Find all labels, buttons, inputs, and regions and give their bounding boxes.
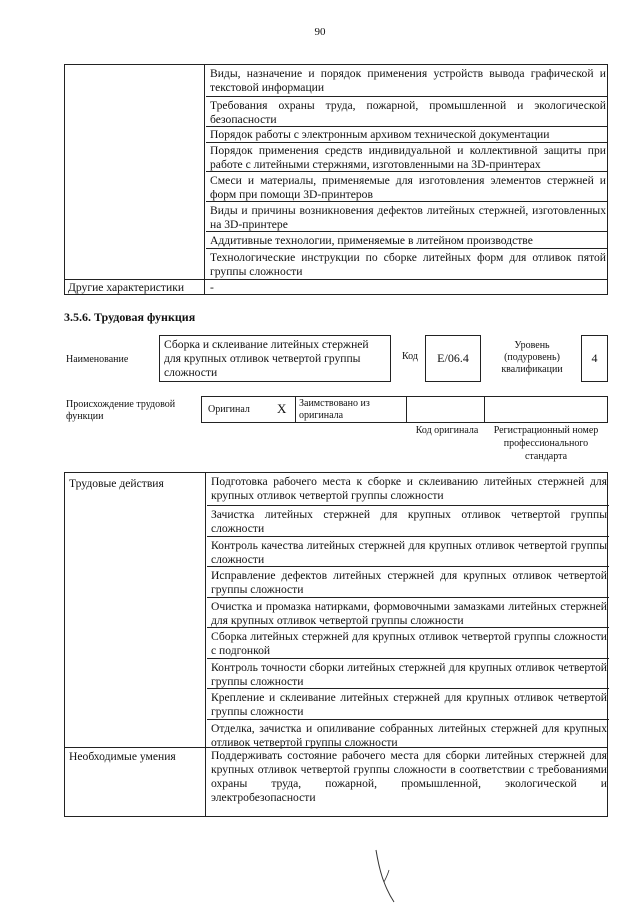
code-label: Код: [402, 351, 418, 362]
table-row: Отделка, зачистка и опиливание собранных литейных стержней для крупных отливок четвертой группы сложности: [207, 719, 609, 747]
table-row: Порядок работы с электронным архивом технической документации: [206, 126, 608, 142]
table-row: Виды и причины возникновения дефектов литейных стержней, изготовленных на 3D-принтере: [206, 201, 608, 231]
labor-actions-label: Трудовые действия: [69, 477, 164, 490]
table-row: Технологические инструкции по сборке литейных форм для отливок пятой группы сложности: [206, 248, 608, 279]
table-row: Подготовка рабочего места к сборке и склеиванию литейных стержней для крупных отливок четвертой группы сложности: [211, 475, 607, 502]
original-mark: X: [277, 401, 287, 416]
borrowed-label: Заимствовано из оригинала: [299, 398, 370, 421]
table-row: Виды, назначение и порядок применения устройств вывода графической и текстовой информации: [210, 67, 606, 94]
origin-label: Происхождение трудовой функции: [66, 399, 176, 422]
table-row: Контроль качества литейных стержней для крупных отливок четвертой группы сложности: [207, 536, 609, 566]
skills-label: Необходимые умения: [69, 750, 176, 763]
pen-mark: [372, 848, 402, 904]
original-label: Оригинал: [208, 404, 250, 415]
labor-actions-table: [64, 472, 608, 817]
code-origin-caption: Код оригинала: [415, 425, 479, 436]
table-row: Контроль точности сборки литейных стержней для крупных отливок четвертой группы сложности: [207, 658, 609, 688]
name-label: Наименование: [66, 354, 129, 365]
section-heading: 3.5.6. Трудовая функция: [64, 310, 196, 324]
table-row: Порядок применения средств индивидуальной и коллективной защиты при работе с литейными стержнями, изготовленными на 3D-принтерах: [206, 142, 608, 171]
level-value: 4: [581, 335, 608, 382]
level-label: Уровень (подуровень) квалификации: [501, 340, 563, 375]
table-row: Исправление дефектов литейных стержней для крупных отливок четвертой группы сложности: [207, 566, 609, 597]
function-code: E/06.4: [425, 335, 481, 382]
other-characteristics-label: Другие характеристики: [68, 281, 185, 294]
table-row: Требования охраны труда, пожарной, промышленной и экологической безопасности: [206, 96, 608, 126]
knowledge-table: [64, 64, 608, 295]
table-row: Сборка литейных стержней для крупных отливок четвертой группы сложности с подгонкой: [207, 627, 609, 658]
table-row: Смеси и материалы, применяемые для изготовления элементов стержней и форм при помощи 3D-принтеров: [206, 171, 608, 201]
table-row: Крепление и склеивание литейных стержней для крупных отливок четвертой группы сложности: [207, 688, 609, 719]
table-row: Поддерживать состояние рабочего места для сборки литейных стержней для крупных отливок четвертой группы сложности в соответствии с требованиями охраны труда, пожарной, промышленной, экологической и электробезопасности: [211, 749, 607, 804]
other-characteristics-value: -: [210, 281, 214, 294]
table-row: Очистка и промазка натирками, формовочными замазками литейных стержней для крупных отливок четвертой группы сложности: [207, 597, 609, 627]
function-name: Сборка и склеивание литейных стержней для крупных отливок четвертой группы сложности: [159, 335, 391, 382]
page-number: 90: [314, 26, 326, 38]
table-row: Зачистка литейных стержней для крупных отливок четвертой группы сложности: [207, 505, 609, 536]
table-row: Аддитивные технологии, применяемые в литейном производстве: [206, 231, 608, 248]
reg-number-caption: Регистрационный номер профессионального стандарта: [493, 425, 599, 462]
origin-box: [201, 396, 608, 423]
